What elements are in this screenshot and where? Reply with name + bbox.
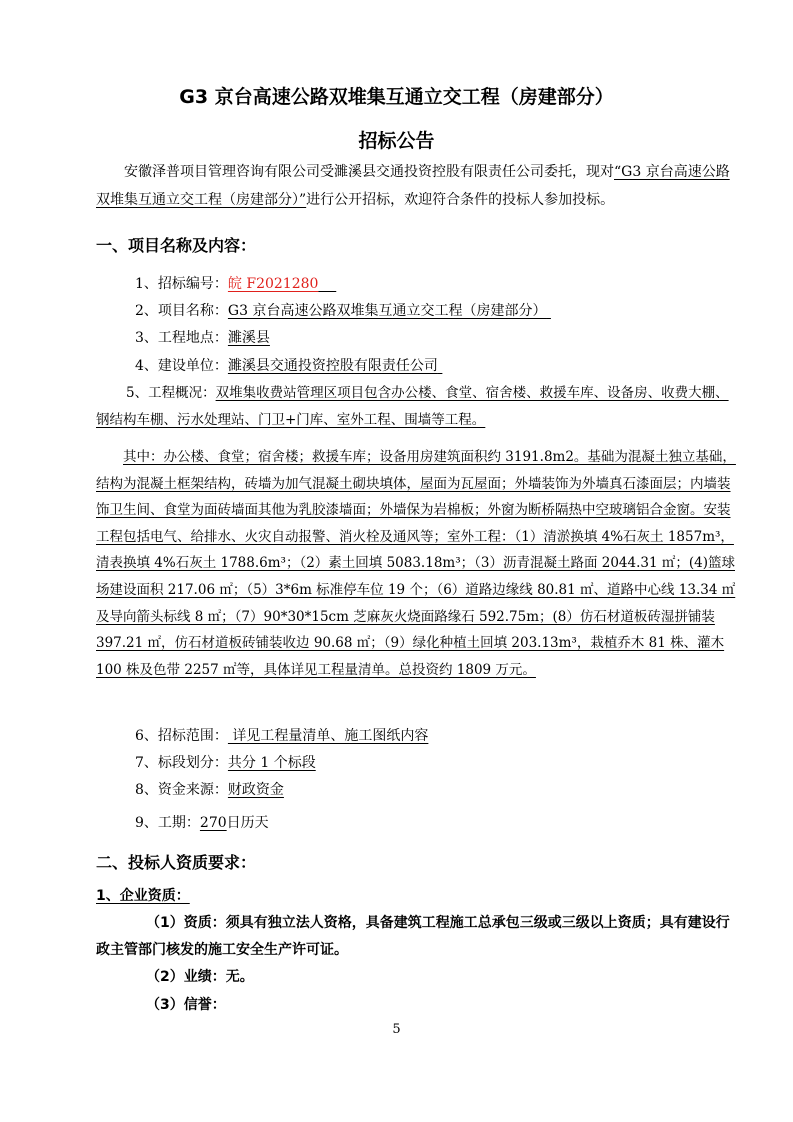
- detail-text: 其中：办公楼、食堂；宿舍楼；救援车库；设备用房建筑面积约 3191.8m2。基础为混凝土独立基础，结构为混凝土框架结构，砖墙为加气混凝土砌块填体，屋面为瓦屋面；外墙装饰为外墙真石漆面层；内墙装饰卫生间、食堂为面砖墙面其他为乳胶漆墙面；外墙保为岩棉板；外窗为断桥隔热中空玻璃铝合金窗。安装工程包括电气、给排水、火灾自动报警、消火栓及通风等；室外工程：（1）清淤换填 4%石灰土 1857m³，清表换填 4%石灰土 1788.6m³；（2）素土回填 5083.18m³；（3）沥青混凝土路面 2044.31 ㎡；(4)篮球场建设面积 217.06 ㎡；（5）3*6m 标准停车位 19 个；（6）道路边缘线 80.81 ㎡、道路中心线 13.34 ㎡及导向箭头标线 8 ㎡；（7）90*30*15cm 芝麻灰火烧面路缘石 592.75m；(8）仿石材道板砖湿拼铺装 397.21 ㎡，仿石材道板砖铺装收边 90.68 ㎡；（9）绿化种植土回填 203.13m³，栽植乔木 81 株、灌木 100 株及色带 2257 ㎡等，具体详见工程量清单。总投资约 1809 万元。: [96, 449, 736, 678]
- item-value: 濉溪县交通投资控股有限责任公司: [227, 358, 438, 374]
- item-label: 6、招标范围：: [135, 728, 228, 744]
- item-value: 详见工程量清单、施工图纸内容: [227, 728, 429, 744]
- overview-paragraph: [96, 380, 741, 433]
- item-value: G3 京台高速公路双堆集互通立交工程（房建部分）: [227, 303, 547, 319]
- page-number: 5: [392, 1022, 401, 1037]
- item-duration: [135, 813, 269, 833]
- intro-paragraph: [96, 158, 741, 214]
- detail-paragraph: [96, 444, 741, 683]
- section-1-heading: 一、项目名称及内容：: [96, 236, 257, 255]
- item-label: 2、项目名称：: [135, 303, 228, 319]
- intro-text-c: 进行公开招标，欢迎符合条件的投标人参加投标。: [306, 192, 615, 208]
- item-label: 9、工期：: [135, 815, 200, 831]
- performance-requirement: （2）业绩：无。: [146, 969, 254, 985]
- item-tender-number: [135, 274, 336, 294]
- item-value: 皖 F2021280: [227, 276, 319, 292]
- intro-project-name: “G3 京台高速公路双堆集互通立交工程（房建部分）”: [96, 164, 730, 208]
- section-2-heading: 二、投标人资质要求：: [96, 853, 257, 872]
- item-label: 7、标段划分：: [135, 755, 228, 771]
- item-location: [135, 328, 270, 348]
- document-title: G3 京台高速公路双堆集互通立交工程（房建部分）: [179, 86, 614, 108]
- overview-label: 5、工程概况：: [126, 385, 216, 401]
- item-label: 4、建设单位：: [135, 358, 228, 374]
- item-label: 3、工程地点：: [135, 330, 228, 346]
- enterprise-qualification-heading: 1、企业资质：: [96, 888, 190, 904]
- item-label: 1、招标编号：: [135, 276, 228, 292]
- item-project-name: [135, 301, 551, 321]
- item-sections: [135, 753, 316, 773]
- item-value: 财政资金: [227, 782, 284, 798]
- reputation-requirement: （3）信誉：: [146, 997, 226, 1013]
- item-label: 8、资金来源：: [135, 782, 228, 798]
- overview-text: 双堆集收费站管理区项目包含办公楼、食堂、宿舍楼、救援车库、设备房、收费大棚、钢结构车棚、污水处理站、门卫+门库、室外工程、围墙等工程。: [96, 385, 729, 428]
- item-scope: [135, 726, 428, 746]
- item-value: 270: [199, 815, 227, 831]
- qualification-requirement: （1）资质：须具有独立法人资格，具备建筑工程施工总承包三级或三级以上资质；具有建设行政主管部门核发的施工安全生产许可证。: [96, 915, 730, 958]
- item-funding: [135, 780, 284, 800]
- intro-text-a: 安徽泽普项目管理咨询有限公司受濉溪县交通投资控股有限责任公司委托，现对: [124, 164, 614, 180]
- document-subtitle: 招标公告: [358, 130, 435, 152]
- item-suffix: 日历天: [226, 815, 269, 831]
- item-owner: [135, 356, 442, 376]
- item-value: 共分 1 个标段: [227, 755, 316, 771]
- item-value: 濉溪县: [227, 330, 270, 346]
